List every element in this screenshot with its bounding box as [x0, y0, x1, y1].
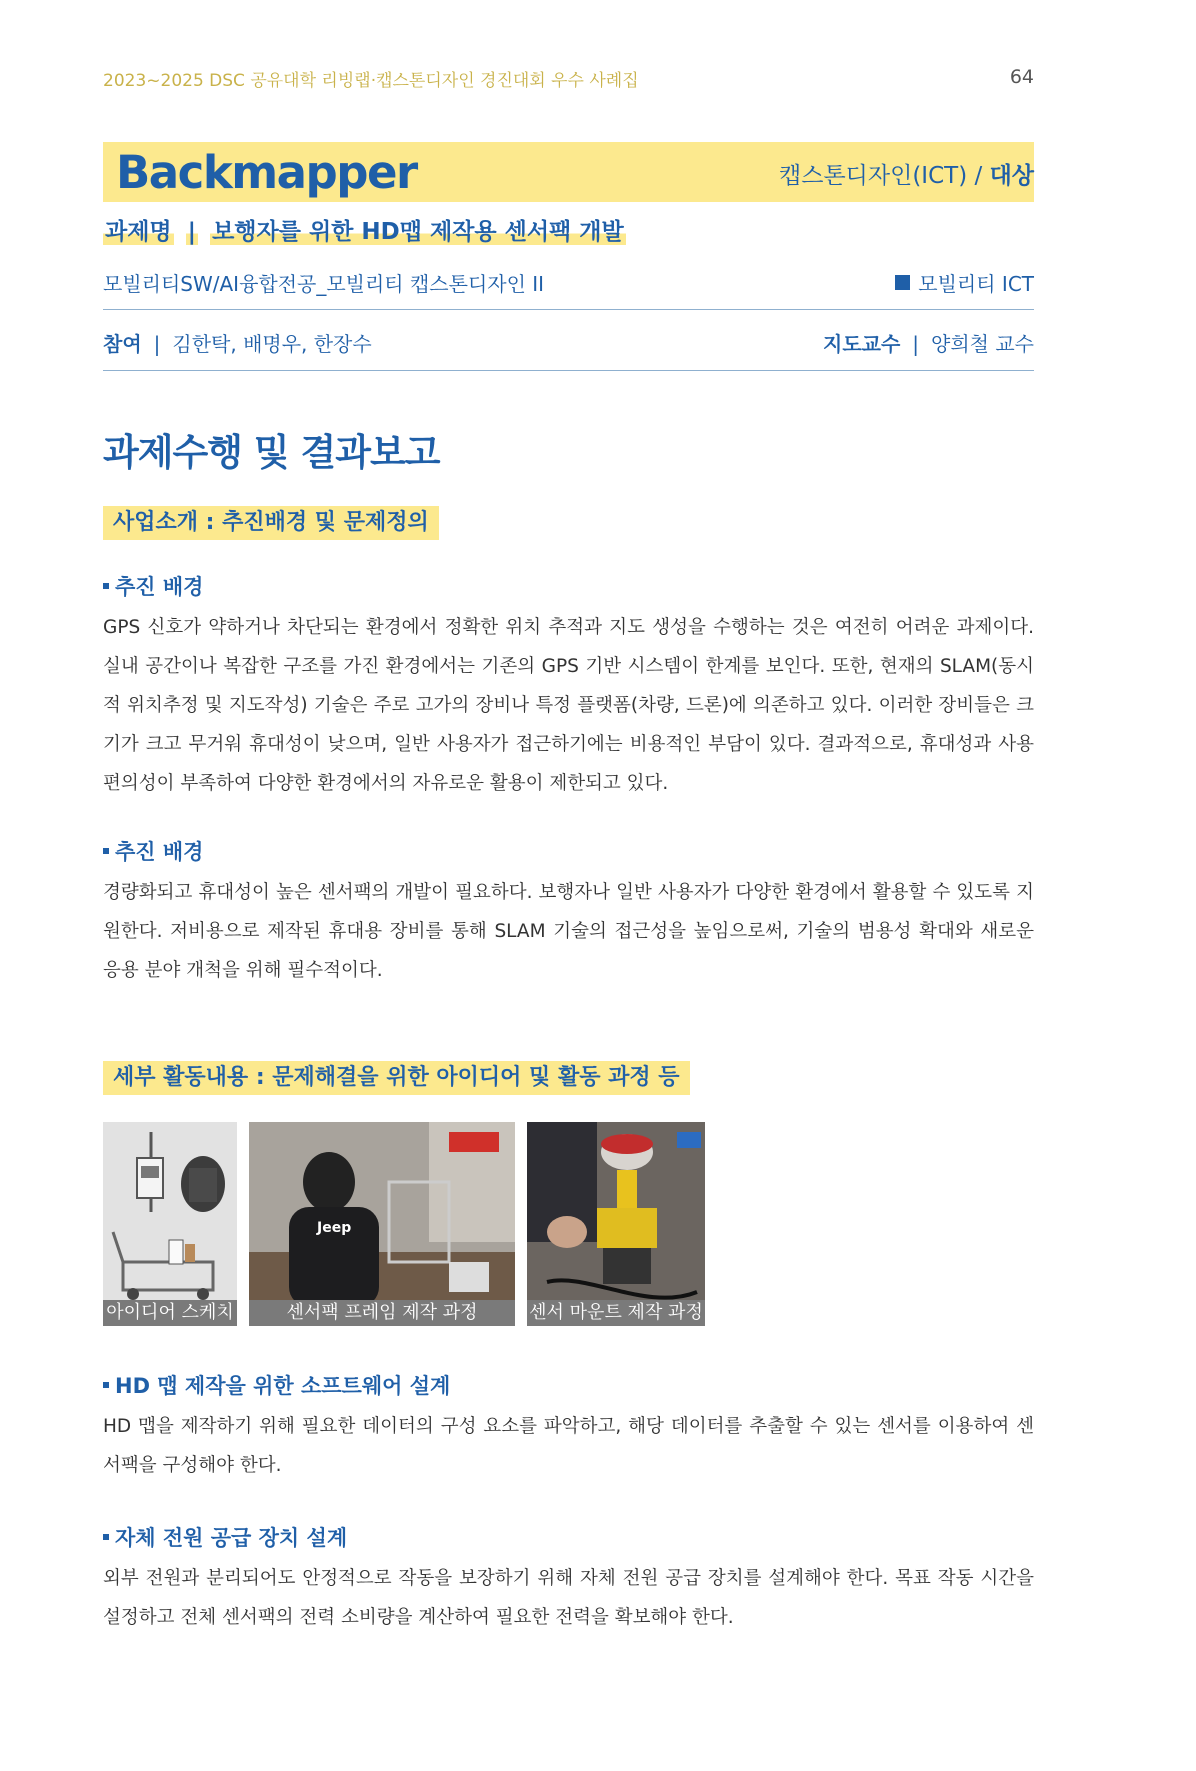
section-heading: 과제수행 및 결과보고: [103, 431, 440, 474]
mount-build-image: [527, 1122, 705, 1326]
advisor: [823, 328, 1034, 357]
divider: [103, 309, 1034, 310]
separator: |: [153, 332, 161, 356]
divider: [103, 370, 1034, 371]
advisor-label: 지도교수: [823, 332, 901, 356]
separator: |: [187, 219, 197, 245]
participants: [103, 328, 372, 357]
bullet-icon: [103, 848, 109, 854]
photo-caption: 아이디어 스케치: [103, 1300, 237, 1326]
section1-label: 사업소개 : 추진배경 및 문제정의: [103, 506, 439, 540]
field-label: 모빌리티 ICT: [918, 272, 1034, 296]
item-title: HD 맵 제작을 위한 소프트웨어 설계: [115, 1374, 451, 1398]
separator: |: [912, 332, 920, 356]
item-title: 추진 배경: [115, 840, 204, 864]
project-category: [779, 157, 1034, 190]
bullet-icon: [103, 583, 109, 589]
photo-frame-build: [249, 1122, 515, 1326]
item-title: 추진 배경: [115, 575, 204, 599]
bullet-icon: [103, 1534, 109, 1540]
item-title: 자체 전원 공급 장치 설계: [115, 1526, 348, 1550]
participants-names: 김한탁, 배명우, 한장수: [172, 332, 372, 356]
frame-build-image: [249, 1122, 515, 1326]
photo-caption: 센서팩 프레임 제작 과정: [249, 1300, 515, 1326]
section2-item1-text: HD 맵을 제작하기 위해 필요한 데이터의 구성 요소를 파악하고, 해당 데이터를 추출할 수 있는 센서를 이용하여 센서팩을 구성해야 한다.: [103, 1416, 1034, 1476]
section1-item1-text: GPS 신호가 약하거나 차단되는 환경에서 정확한 위치 추적과 지도 생성을 수행하는 것은 여전히 어려운 과제이다. 실내 공간이나 복잡한 구조를 가진 환경에서는 기존의 GPS 기반 시스템이 한계를 보인다. 또한, 현재의 SLAM(동시적 위치추정 및 지도작성) 기술은 주로 고가의 장비나 특정 플랫폼(차량, 드론)에 의존하고 있다. 이러한 장비들은 크기가 크고 무거워 휴대성이 낮으며, 일반 사용자가 접근하기에는 비용적인 부담이 있다. 결과적으로, 휴대성과 사용 편의성이 부족하여 다양한 환경에서의 자유로운 활용이 제한되고 있다.: [103, 617, 1034, 794]
advisor-name: 양희철 교수: [931, 332, 1034, 356]
section1-item2-text: 경량화되고 휴대성이 높은 센서팩의 개발이 필요하다. 보행자나 일반 사용자가 다양한 환경에서 활용할 수 있도록 지원한다. 저비용으로 제작된 휴대용 장비를 통해 SLAM 기술의 접근성을 높임으로써, 기술의 범용성 확대와 새로운 응용 분야 개척을 위해 필수적이다.: [103, 882, 1034, 981]
photo-idea-sketch: [103, 1122, 237, 1326]
sketch-image: [103, 1122, 237, 1326]
task-label: 과제명: [105, 219, 172, 245]
square-bullet-icon: [895, 275, 910, 290]
project-name: Backmapper: [116, 146, 417, 199]
field-tag: [895, 268, 1034, 297]
section2-item2-text: 외부 전원과 분리되어도 안정적으로 작동을 보장하기 위해 자체 전원 공급 장치를 설계해야 한다. 목표 작동 시간을 설정하고 전체 센서팩의 전력 소비량을 계산하여 필요한 전력을 확보해야 한다.: [103, 1568, 1034, 1628]
section2-item2-title: [103, 1522, 347, 1552]
bullet-icon: [103, 1382, 109, 1388]
section1-item1-title: [103, 571, 203, 601]
section2-label: 세부 활동내용 : 문제해결을 위한 아이디어 및 활동 과정 등: [103, 1061, 690, 1095]
task-title: 보행자를 위한 HD맵 제작용 센서팩 개발: [212, 219, 624, 245]
page-number: 64: [1009, 66, 1034, 88]
photo-caption: 센서 마운트 제작 과정: [527, 1300, 705, 1326]
photo-mount-build: [527, 1122, 705, 1326]
participants-label: 참여: [103, 332, 142, 356]
task-line: [103, 213, 626, 249]
department: 모빌리티SW/AI융합전공_모빌리티 캡스톤디자인 II: [103, 272, 545, 296]
svg-text:Jeep: Jeep: [317, 1220, 352, 1236]
section2-item1-title: [103, 1370, 450, 1400]
category-prefix: 캡스톤디자인(ICT) /: [779, 163, 990, 189]
running-header: 2023~2025 DSC 공유대학 리빙랩·캡스톤디자인 경진대회 우수 사례집: [103, 71, 639, 91]
category-award: 대상: [989, 163, 1034, 189]
section1-item2-title: [103, 836, 203, 866]
